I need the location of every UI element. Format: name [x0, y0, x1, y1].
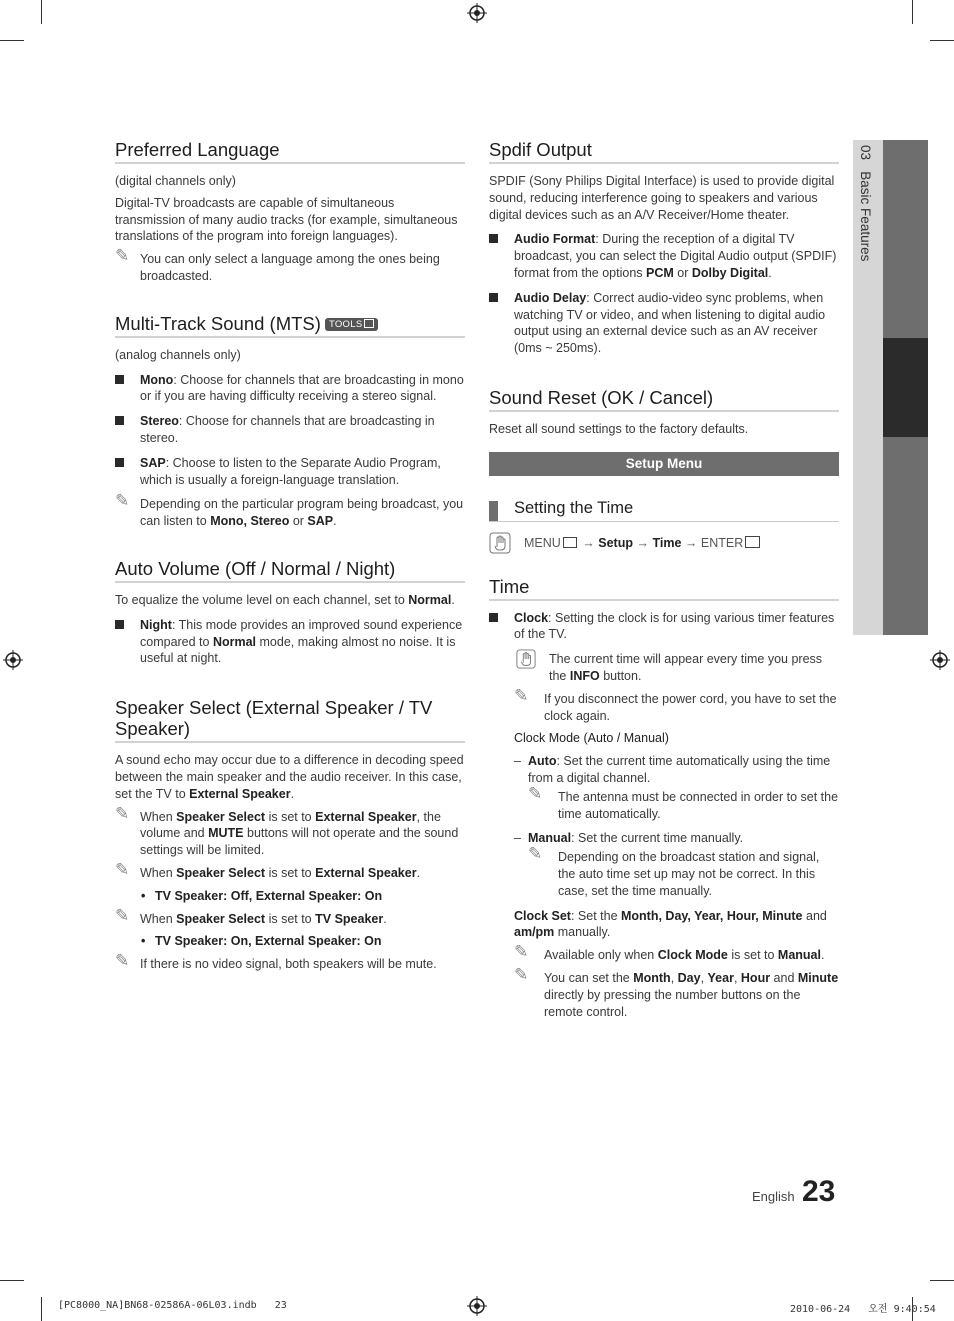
print-timestamp: 2010-06-24 오전 9:40:54: [790, 1304, 936, 1315]
registration-mark-icon: [930, 650, 950, 670]
left-column: [115, 139, 465, 979]
pencil-note-icon: ✎: [115, 803, 130, 823]
file-info: [PC8000_NA]BN68-02586A-06L03.indb 23: [58, 1300, 287, 1311]
list-item: Stereo: Choose for channels that are broadcasting in stereo.: [115, 413, 465, 447]
list-item: Mono: Choose for channels that are broadcasting in mono or if you are having difficulty receiving a stereo signal.: [115, 372, 465, 406]
list-item: Audio Format: During the reception of a digital TV broadcast, you can select the Digital Audio output (SPDIF) format from the options PCM or Dolby Digital.: [489, 231, 839, 281]
menu-icon: [563, 537, 577, 548]
bullet-square-icon: [489, 234, 498, 243]
tools-badge: TOOLS: [325, 318, 379, 331]
registration-mark-icon: [467, 1296, 487, 1316]
section-title: Auto Volume (Off / Normal / Night): [115, 558, 465, 583]
section-title: Speaker Select (External Speaker / TV Speaker): [115, 697, 465, 743]
chapter-tab: [883, 437, 928, 635]
note: ✎ When Speaker Select is set to External Speaker, the volume and MUTE buttons will not operate and the sound settings will be limited.: [115, 803, 459, 858]
registration-mark-icon: [467, 3, 487, 23]
note: ✎ If you disconnect the power cord, you have to set the clock again.: [514, 685, 837, 723]
note: ✎ You can only select a language among the ones being broadcasted.: [115, 246, 440, 283]
note: ✎ If there is no video signal, both speakers will be mute.: [115, 951, 437, 972]
crop-mark: [930, 40, 954, 41]
body-text: To equalize the volume level on each channel, set to Normal.: [115, 592, 455, 607]
note: ✎ Available only when Clock Mode is set to Manual.: [514, 942, 825, 963]
chapter-label: [858, 145, 873, 261]
hand-icon: [516, 649, 536, 669]
bullet-square-icon: [489, 613, 498, 622]
clock-mode-heading: Clock Mode (Auto / Manual): [514, 731, 669, 746]
scope-text: (analog channels only): [115, 347, 241, 362]
crop-mark: [0, 1280, 24, 1281]
bullet-square-icon: [489, 293, 498, 302]
pencil-note-icon: ✎: [528, 844, 543, 864]
subsection-marker: [489, 501, 498, 521]
section-title: Multi-Track Sound (MTS) TOOLS: [115, 313, 465, 338]
section-title: Preferred Language: [115, 139, 465, 164]
pencil-note-icon: ✎: [115, 491, 130, 511]
note: The current time will appear every time you press the INFO button.: [514, 651, 839, 685]
pencil-note-icon: ✎: [115, 905, 130, 925]
registration-mark-icon: [3, 650, 23, 670]
body-text: Reset all sound settings to the factory defaults.: [489, 421, 749, 436]
note: ✎ Depending on the broadcast station and signal, the auto time set up may not be correct. In this case, set the time manually.: [528, 844, 820, 898]
pencil-note-icon: ✎: [514, 942, 529, 962]
body-text: SPDIF (Sony Philips Digital Interface) is used to provide digital sound, reducing interference going to speakers and various digital devices such as an A/V Receiver/Home theater.: [489, 174, 835, 222]
footer-language: English: [752, 1189, 795, 1204]
bullet-square-icon: [115, 620, 124, 629]
crop-mark: [930, 1280, 954, 1281]
pencil-note-icon: ✎: [115, 246, 130, 266]
note: ✎ You can set the Month, Day, Year, Hour and Minute directly by pressing the number buttons on the remote control.: [514, 964, 839, 1019]
pencil-note-icon: ✎: [514, 685, 529, 705]
body-text: A sound echo may occur due to a difference in decoding speed between the main speaker and the audio receiver. In this case, set the TV to External Speaker.: [115, 753, 464, 801]
subsection-title: Setting the Time: [489, 500, 839, 522]
page-number: 23: [802, 1175, 836, 1208]
scope-text: (digital channels only): [115, 174, 236, 188]
pencil-note-icon: ✎: [514, 964, 529, 984]
chapter-title: Basic Features: [858, 171, 873, 262]
hand-icon: [489, 532, 511, 554]
bullet-square-icon: [115, 375, 124, 384]
list-item: Night: This mode provides an improved sound experience compared to Normal mode, making almost no noise. It is useful at night.: [115, 617, 465, 667]
crop-mark: [41, 0, 42, 24]
note: ✎ The antenna must be connected in order to set the time automatically.: [528, 783, 839, 821]
bullet-dot-icon: •: [141, 888, 146, 903]
pencil-note-icon: ✎: [115, 951, 130, 971]
bullet-dot-icon: •: [141, 934, 146, 949]
menu-path: MENU → Setup → Time → ENTER: [489, 532, 839, 556]
section-title: Time: [489, 576, 839, 601]
chapter-number: 03: [858, 145, 873, 161]
body-text: Digital-TV broadcasts are capable of simultaneous transmission of many audio tracks (for example, simultaneous translations of the program into foreign languages).: [115, 195, 458, 244]
pencil-note-icon: ✎: [115, 859, 130, 879]
note: ✎ Depending on the particular program being broadcast, you can listen to Mono, Stereo or SAP.: [115, 491, 464, 529]
tools-icon: [364, 319, 374, 328]
chapter-tab-active: [883, 338, 928, 437]
list-item: – Auto: Set the current time automatically using the time from a digital channel.: [514, 754, 831, 785]
bullet-square-icon: [115, 416, 124, 425]
note: ✎ When Speaker Select is set to External Speaker.: [115, 859, 421, 880]
pencil-note-icon: ✎: [528, 783, 543, 803]
list-item: SAP: Choose to listen to the Separate Audio Program, which is usually a foreign-language translation.: [115, 455, 465, 489]
section-title: Spdif Output: [489, 139, 839, 164]
enter-icon: [745, 536, 760, 548]
note: ✎ When Speaker Select is set to TV Speaker.: [115, 905, 387, 926]
list-item: – Manual: Set the current time manually.: [514, 831, 744, 846]
setup-menu-banner: Setup Menu: [489, 452, 839, 476]
body-text: Clock Set: Set the Month, Day, Year, Hour, Minute and am/pm manually.: [514, 908, 827, 940]
list-item: Audio Delay: Correct audio-video sync problems, when watching TV or video, and when listening to digital audio output using an external device such as an AV receiver (0ms ~ 250ms).: [489, 290, 839, 357]
crop-mark: [0, 40, 24, 41]
right-column: [489, 139, 839, 1026]
bullet-square-icon: [115, 458, 124, 467]
list-item: Clock: Setting the clock is for using various timer features of the TV.: [489, 610, 839, 644]
list-item: • TV Speaker: Off, External Speaker: On: [141, 888, 383, 903]
crop-mark: [912, 0, 913, 24]
chapter-tab: [883, 140, 928, 338]
list-item: • TV Speaker: On, External Speaker: On: [141, 934, 382, 949]
section-title: Sound Reset (OK / Cancel): [489, 387, 839, 412]
crop-mark: [41, 1297, 42, 1321]
